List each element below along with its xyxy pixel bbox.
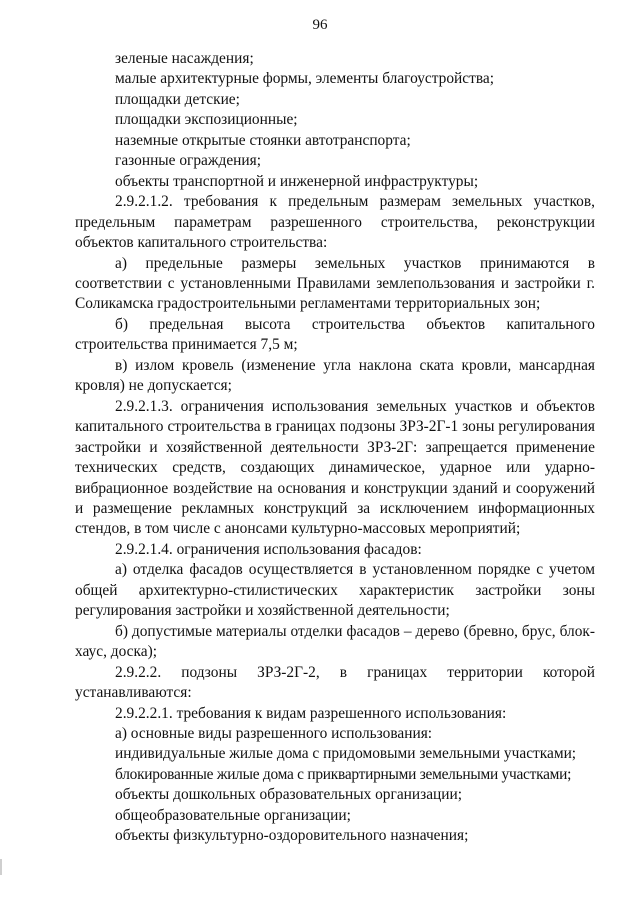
paragraph: объекты транспортной и инженерной инфраструктуры; (115, 172, 479, 190)
paragraph: общеобразовательные организации; (115, 806, 351, 824)
paragraph: площадки детские; (115, 90, 240, 108)
paragraph: газонные ограждения; (115, 152, 261, 170)
paragraph: объекты дошкольных образовательных организации; (115, 786, 463, 804)
paragraph: 2.9.2.2. подзоны ЗРЗ-2Г-2, в границах территории которой устанавливаются: (75, 663, 595, 702)
paragraph: а) отделка фасадов осуществляется в установленном порядке с учетом общей архитектурно-стилистических характеристик застройки зоны регулирования застройки и хозяйственной деятельности; (75, 561, 595, 620)
paragraph: б) предельная высота строительства объектов капитального строительства принимается 7,5 м; (75, 315, 595, 354)
paragraph: 2.9.2.1.3. ограничения использования земельных участков и объектов капитального строительства в границах подзоны ЗРЗ-2Г-1 зоны регулирования застройки и хозяйственной деятельности ЗРЗ-2Г: запрещается применение технических средств, создающих динамическое, ударное или ударно-вибрационное воздействие на основания и конструкции зданий и сооружений и размещение рекламных конструкций за исключением информационных стендов, в том числе с анонсами культурно-массовых мероприятий; (75, 397, 595, 538)
paragraph: блокированные жилые дома с приквартирными земельными участками; (115, 765, 572, 783)
paragraph: в) излом кровель (изменение угла наклона ската кровли, мансардная кровля) не допускается; (75, 356, 595, 395)
paragraph: а) основные виды разрешенного использования: (115, 724, 433, 742)
paragraph: 2.9.2.1.4. ограничения использования фасадов: (115, 540, 422, 558)
paragraph: наземные открытые стоянки автотранспорта; (115, 131, 411, 149)
scan-edge-mark (0, 859, 2, 875)
paragraph: объекты физкультурно-оздоровительного назначения; (115, 827, 469, 845)
page-number: 96 (312, 17, 328, 33)
document-body (75, 49, 595, 847)
paragraph: индивидуальные жилые дома с придомовыми земельными участками; (115, 745, 577, 763)
paragraph: малые архитектурные формы, элементы благоустройства; (115, 70, 495, 88)
paragraph: зеленые насаждения; (115, 50, 254, 67)
paragraph: площадки экспозиционные; (115, 111, 298, 129)
paragraph: а) предельные размеры земельных участков принимаются в соответствии с установленными Правилами землепользования и застройки г. Соликамска градостроительными регламентами территориальных зон; (75, 254, 595, 313)
paragraph: б) допустимые материалы отделки фасадов – дерево (бревно, брус, блок-хаус, доска); (75, 622, 595, 661)
paragraph: 2.9.2.2.1. требования к видам разрешенного использования: (115, 704, 507, 722)
paragraph: 2.9.2.1.2. требования к предельным размерам земельных участков, предельным параметрам разрешенного строительства, реконструкции объектов капитального строительства: (75, 193, 595, 252)
